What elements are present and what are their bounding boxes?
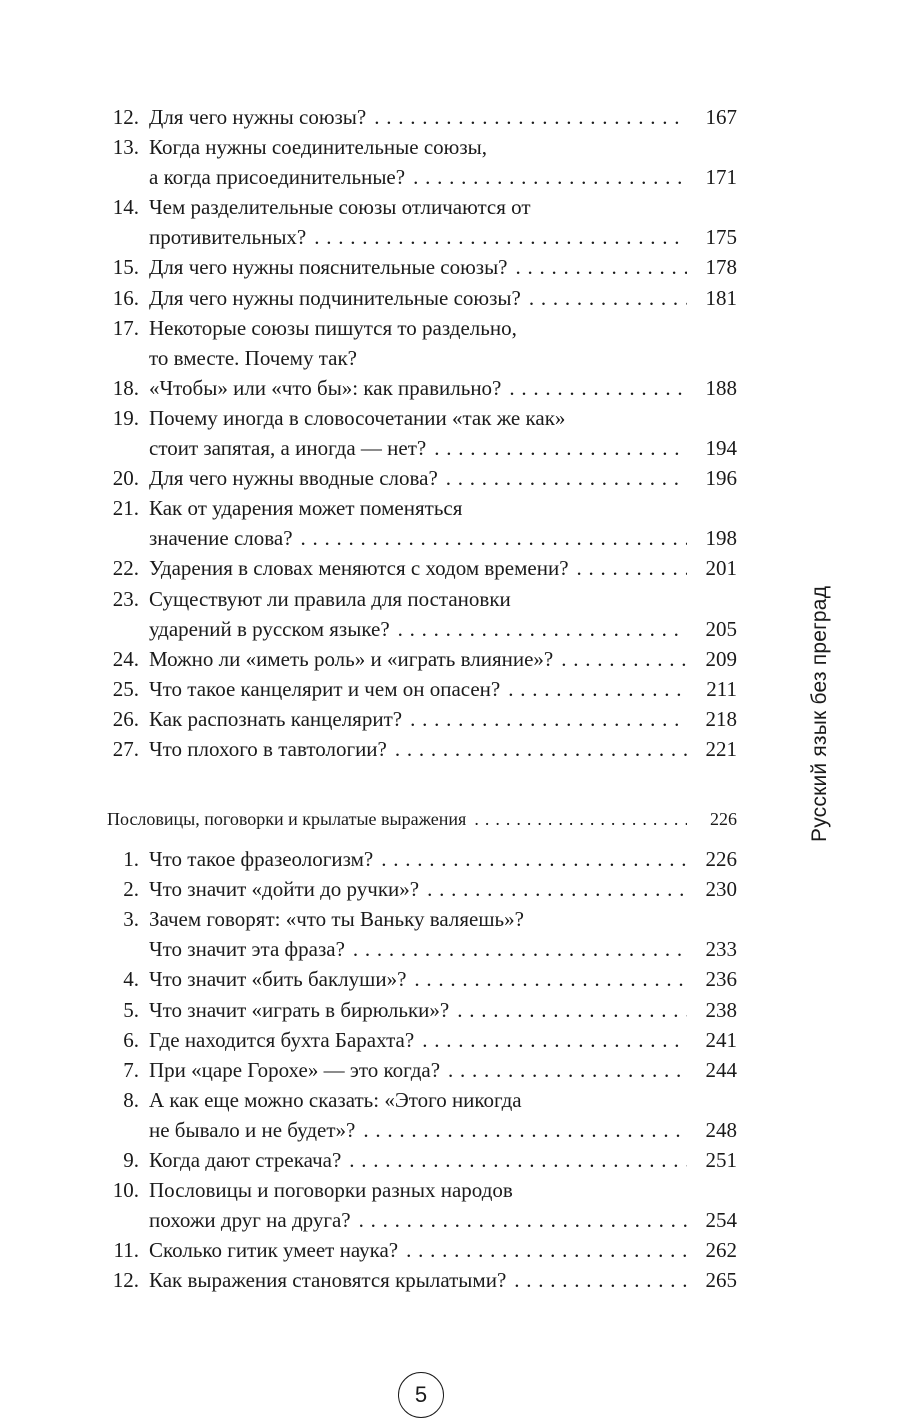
toc-entry-line	[107, 523, 737, 553]
toc-entry-line	[107, 874, 737, 904]
toc-entry-line	[107, 1025, 737, 1055]
toc-entry-line	[107, 1175, 737, 1205]
toc-entry-text: Что плохого в тавтологии?	[149, 736, 387, 761]
toc-entry-number: 19.	[112, 405, 139, 430]
toc-entry-text: Что значит «дойти до ручки»?	[149, 877, 420, 902]
toc-entry-text: Пословицы и поговорки разных народов	[149, 1178, 513, 1203]
toc-entry-line	[107, 463, 737, 493]
dot-leader	[381, 844, 687, 874]
toc-entry-text: Для чего нужны пояснительные союзы?	[149, 255, 508, 280]
toc-entry-text: Чем разделительные союзы отличаются от	[149, 195, 531, 220]
dot-leader	[374, 102, 687, 132]
toc-entry-text: ударений в русском языке?	[149, 616, 390, 641]
toc-entry-line	[107, 614, 737, 644]
toc-entry-page: 248	[705, 1117, 737, 1142]
toc-entry-line	[107, 934, 737, 964]
dot-leader	[363, 1115, 687, 1145]
toc-entry-text: Как распознать канцелярит?	[149, 706, 403, 731]
toc-entry-line	[107, 1265, 737, 1295]
toc-entry-number: 11.	[113, 1238, 139, 1263]
dot-leader	[349, 1145, 687, 1175]
toc-entry-number: 27.	[112, 736, 139, 761]
toc-entry-page: 205	[705, 616, 737, 641]
toc-entry-line	[107, 844, 737, 874]
toc-entry-number: 12.	[112, 1268, 139, 1293]
toc-entry-line	[107, 904, 737, 934]
toc-entry-page: 181	[705, 285, 737, 310]
running-title-vertical: Русский язык без преград	[808, 585, 831, 842]
toc-entry-number: 20.	[112, 466, 139, 491]
toc-entry-page: 236	[705, 967, 737, 992]
toc-entry-line	[107, 313, 737, 343]
toc-entry-text: похожи друг на друга?	[149, 1208, 351, 1233]
dot-leader	[427, 874, 687, 904]
toc-entry-number: 22.	[112, 556, 139, 581]
dot-leader	[406, 1235, 687, 1265]
toc-entry-text: Зачем говорят: «что ты Ваньку валяешь»?	[149, 907, 524, 932]
toc-entry-number: 8.	[123, 1087, 139, 1112]
dot-leader	[561, 644, 687, 674]
toc-entry-line	[107, 1145, 737, 1175]
toc-entry-line	[107, 553, 737, 583]
dot-leader	[508, 674, 687, 704]
toc-entry-page: 262	[705, 1238, 737, 1263]
toc-entry-text: стоит запятая, а иногда — нет?	[149, 436, 427, 461]
toc-entry-text: Что такое фразеологизм?	[149, 847, 374, 872]
toc-entry-line	[107, 734, 737, 764]
toc-entry-line	[107, 373, 737, 403]
toc-entry-text: противительных?	[149, 225, 307, 250]
dot-leader	[398, 614, 687, 644]
toc-entry-line	[107, 1235, 737, 1265]
dot-leader	[410, 704, 687, 734]
toc-entry-text: а когда присоединительные?	[149, 165, 406, 190]
dot-leader	[359, 1205, 687, 1235]
table-of-contents	[107, 102, 737, 1295]
toc-entry-text: Для чего нужны союзы?	[149, 105, 367, 129]
toc-entry-line	[107, 1055, 737, 1085]
dot-leader	[414, 964, 687, 994]
toc-entry-number: 16.	[112, 285, 139, 310]
toc-entry-page: 233	[705, 937, 737, 962]
toc-entry-number: 24.	[112, 646, 139, 671]
toc-entry-number: 18.	[112, 375, 139, 400]
toc-entry-number: 2.	[123, 877, 139, 902]
toc-entry-number: 4.	[123, 967, 139, 992]
toc-entry-page: 175	[705, 225, 737, 250]
section-heading	[107, 806, 737, 832]
toc-entry-page: 221	[705, 736, 737, 761]
toc-entry-line	[107, 995, 737, 1025]
toc-entry-page: 194	[705, 436, 737, 461]
toc-entry-line	[107, 964, 737, 994]
toc-entry-text: Что такое канцелярит и чем он опасен?	[149, 676, 501, 701]
toc-entry-number: 23.	[112, 586, 139, 611]
toc-entry-line	[107, 252, 737, 282]
toc-entry-number: 1.	[123, 847, 139, 872]
toc-entry-page: 201	[705, 556, 737, 581]
dot-leader	[413, 162, 687, 192]
dot-leader	[474, 806, 687, 832]
toc-entry-line	[107, 162, 737, 192]
toc-entry-text: Ударения в словах меняются с ходом времени?	[149, 556, 569, 581]
toc-entry-line	[107, 403, 737, 433]
toc-entry-number: 7.	[123, 1057, 139, 1082]
toc-entry-page: 209	[705, 646, 737, 671]
toc-entry-number: 9.	[123, 1148, 139, 1172]
toc-entry-text: Почему иногда в словосочетании «так же как»	[149, 405, 566, 430]
dot-leader	[301, 523, 687, 553]
toc-entry-text: При «царе Горохе» — это когда?	[149, 1057, 441, 1082]
toc-entry-text: Как выражения становятся крылатыми?	[149, 1268, 507, 1293]
toc-entry-line	[107, 1205, 737, 1235]
toc-entry-number: 6.	[123, 1027, 139, 1052]
toc-entry-number: 10.	[112, 1178, 139, 1203]
toc-entry-text: Для чего нужны вводные слова?	[149, 466, 438, 491]
toc-entry-page: 244	[705, 1057, 737, 1082]
toc-entry-line	[107, 222, 737, 252]
toc-entry-text: Когда дают стрекача?	[149, 1148, 342, 1172]
toc-entry-page: 265	[705, 1268, 737, 1293]
toc-entry-line	[107, 493, 737, 523]
toc-entry-page: 196	[705, 466, 737, 491]
toc-entry-line	[107, 283, 737, 313]
toc-entry-page: 226	[705, 847, 737, 872]
dot-leader	[314, 222, 687, 252]
toc-entry-number: 14.	[112, 195, 139, 220]
toc-entry-page: 238	[705, 997, 737, 1022]
section-title: Пословицы, поговорки и крылатые выражения	[107, 809, 467, 830]
toc-entry-number: 12.	[112, 105, 139, 129]
toc-entry-page: 167	[705, 105, 737, 129]
toc-entry-page: 218	[705, 706, 737, 731]
dot-leader	[509, 373, 687, 403]
toc-entry-line	[107, 1115, 737, 1145]
toc-entry-page: 241	[705, 1027, 737, 1052]
toc-entry-number: 21.	[112, 496, 139, 521]
toc-entry-text: Что значит «бить баклуши»?	[149, 967, 407, 992]
dot-leader	[529, 283, 687, 313]
toc-entry-page: 188	[705, 375, 737, 400]
toc-entry-page: 251	[705, 1148, 737, 1172]
dot-leader	[516, 252, 687, 282]
toc-entry-text: Где находится бухта Барахта?	[149, 1027, 415, 1052]
toc-entry-line	[107, 704, 737, 734]
toc-entry-page: 230	[705, 877, 737, 902]
toc-entry-line	[107, 584, 737, 614]
section-page: 226	[710, 809, 737, 830]
dot-leader	[395, 734, 687, 764]
toc-entry-number: 3.	[123, 907, 139, 932]
toc-entry-page: 198	[705, 526, 737, 551]
toc-entry-number: 17.	[112, 315, 139, 340]
toc-entry-text: не бывало и не будет»?	[149, 1117, 356, 1142]
page-number: 5	[398, 1372, 444, 1418]
toc-entry-text: Что значит эта фраза?	[149, 937, 345, 962]
toc-entry-line	[107, 433, 737, 463]
toc-entry-text: Когда нужны соединительные союзы,	[149, 135, 488, 160]
toc-entry-number: 15.	[112, 255, 139, 280]
dot-leader	[353, 934, 687, 964]
toc-entry-line	[107, 644, 737, 674]
toc-entry-line	[107, 343, 737, 373]
dot-leader	[577, 553, 687, 583]
toc-entry-number: 25.	[112, 676, 139, 701]
dot-leader	[448, 1055, 687, 1085]
toc-entry-text: значение слова?	[149, 526, 293, 551]
toc-entry-text: «Чтобы» или «что бы»: как правильно?	[149, 375, 502, 400]
toc-entry-text: Сколько гитик умеет наука?	[149, 1238, 399, 1263]
toc-entry-text: Некоторые союзы пишутся то раздельно,	[149, 315, 517, 340]
toc-entry-text: Как от ударения может поменяться	[149, 496, 463, 521]
toc-entry-line	[107, 102, 737, 132]
toc-entry-text: Что значит «играть в бирюльки»?	[149, 997, 450, 1022]
toc-entry-text: Для чего нужны подчинительные союзы?	[149, 285, 521, 310]
toc-entry-line	[107, 1085, 737, 1115]
toc-entry-text: А как еще можно сказать: «Этого никогда	[149, 1087, 522, 1112]
dot-leader	[446, 463, 687, 493]
toc-entry-text: Можно ли «иметь роль» и «играть влияние»?	[149, 646, 554, 671]
toc-entry-number: 13.	[112, 135, 139, 160]
dot-leader	[422, 1025, 687, 1055]
toc-entry-page: 178	[705, 255, 737, 280]
toc-entry-line	[107, 192, 737, 222]
toc-entry-number: 26.	[112, 706, 139, 731]
dot-leader	[457, 995, 687, 1025]
toc-entry-page: 211	[706, 676, 737, 701]
toc-entry-page: 171	[705, 165, 737, 190]
toc-entry-line	[107, 674, 737, 704]
toc-entry-text: Существуют ли правила для постановки	[149, 586, 511, 611]
dot-leader	[514, 1265, 687, 1295]
toc-entry-text: то вместе. Почему так?	[149, 345, 357, 370]
dot-leader	[434, 433, 687, 463]
toc-entry-page: 254	[705, 1208, 737, 1233]
toc-entry-number: 5.	[123, 997, 139, 1022]
toc-entry-line	[107, 132, 737, 162]
